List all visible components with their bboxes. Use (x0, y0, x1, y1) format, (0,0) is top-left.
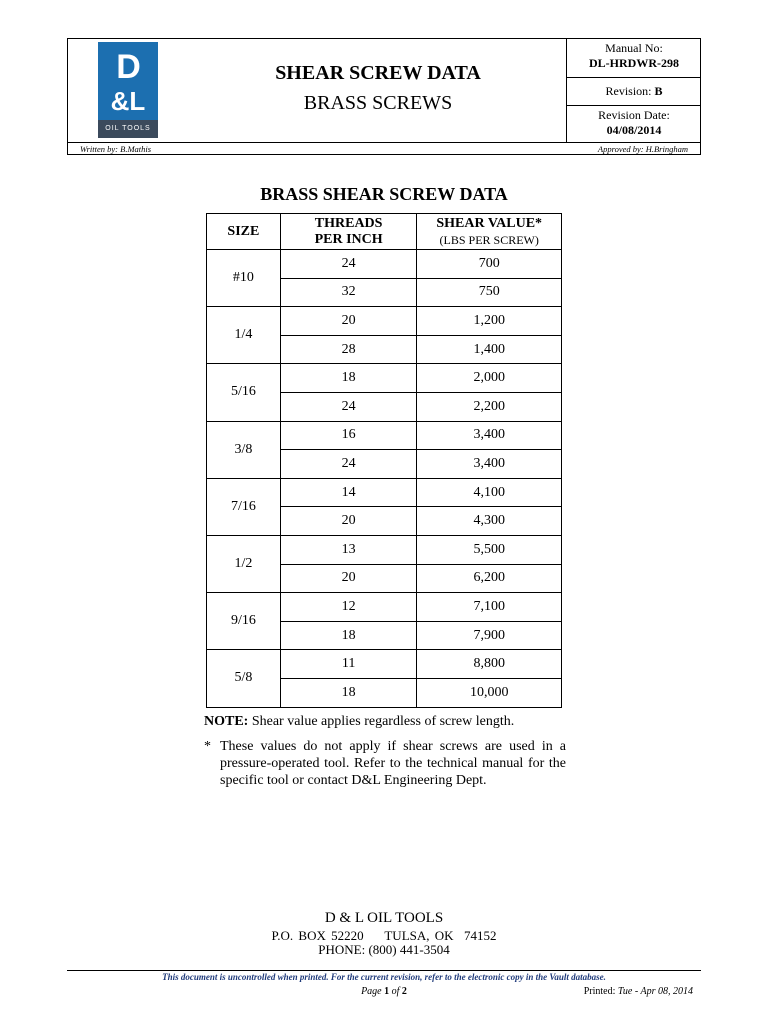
shear-value-cell: 3,400 (417, 421, 562, 450)
revision-value: B (654, 84, 663, 98)
threads-cell: 32 (280, 278, 417, 307)
revision-date-row (567, 105, 701, 142)
page-word: Page (361, 986, 382, 997)
shear-value-cell: 1,200 (417, 307, 562, 336)
size-cell: 1/4 (207, 307, 281, 364)
threads-cell: 28 (280, 335, 417, 364)
footnote (204, 738, 566, 789)
document-header (67, 38, 701, 155)
page-number: 1 (384, 986, 390, 997)
shear-value-cell: 4,300 (417, 507, 562, 536)
threads-cell: 11 (280, 650, 417, 679)
manual-no-row (567, 39, 701, 78)
size-cell: 5/8 (207, 650, 281, 707)
header-threads-line2: PER INCH (314, 231, 383, 247)
threads-cell: 13 (280, 535, 417, 564)
note (204, 714, 566, 730)
table-row (207, 650, 562, 679)
of-word: of (391, 986, 400, 997)
logo-tagline: OIL TOOLS (105, 125, 151, 132)
manual-no-label: Manual No: (605, 41, 663, 55)
shear-value-cell: 1,400 (417, 335, 562, 364)
header-shear-line1: SHEAR VALUE* (436, 215, 543, 231)
company-address: P.O. BOX 52220 TULSA, OK 74152 (271, 928, 497, 943)
revision-date-label: Revision Date: (598, 108, 670, 122)
size-cell: 9/16 (207, 593, 281, 650)
size-cell: 1/2 (207, 535, 281, 592)
threads-cell: 18 (280, 364, 417, 393)
threads-cell: 20 (280, 507, 417, 536)
footnote-mark: * (204, 739, 211, 754)
size-cell: 5/16 (207, 364, 281, 421)
shear-value-cell: 10,000 (417, 678, 562, 707)
size-cell: #10 (207, 250, 281, 307)
size-cell: 7/16 (207, 478, 281, 535)
header-shear (417, 214, 562, 250)
page-subtitle: BRASS SCREWS (303, 92, 453, 114)
header-signoff (68, 142, 700, 155)
shear-value-cell: 7,900 (417, 621, 562, 650)
threads-cell: 16 (280, 421, 417, 450)
logo-amp: &L (110, 86, 146, 116)
note-label: NOTE: (204, 714, 249, 729)
footer-divider (67, 970, 701, 971)
shear-value-cell: 4,100 (417, 478, 562, 507)
approved-by: Approved by: H.Bringham (597, 144, 688, 154)
printed-date: Tue - Apr 08, 2014 (617, 986, 693, 997)
table-row (207, 593, 562, 622)
table-body (207, 250, 562, 708)
logo-mark: D (116, 48, 140, 86)
header-meta (566, 39, 701, 142)
threads-cell: 18 (280, 678, 417, 707)
written-by: Written by: B.Mathis (80, 144, 152, 154)
table-header-row (207, 214, 562, 250)
shear-value-cell: 3,400 (417, 450, 562, 479)
shear-screw-table (206, 213, 562, 708)
threads-cell: 24 (280, 450, 417, 479)
logo-band (98, 120, 158, 138)
page-title: SHEAR SCREW DATA (275, 62, 481, 84)
shear-value-cell: 2,200 (417, 392, 562, 421)
revision-date-value: 04/08/2014 (606, 123, 662, 137)
footnote-text: These values do not apply if shear screws are used in a pressure-operated tool. Refer to the technical manual for the specific tool or contact D&L Engineering Dept. (220, 739, 566, 788)
section-title: BRASS SHEAR SCREW DATA (260, 184, 508, 204)
table-row (207, 250, 562, 279)
header-threads (280, 214, 417, 250)
threads-cell: 24 (280, 250, 417, 279)
table-row (207, 364, 562, 393)
table-row (207, 478, 562, 507)
page-total: 2 (401, 986, 407, 997)
printed-label: Printed: (583, 986, 616, 997)
company-logo (98, 42, 158, 138)
header-shear-line2: (LBS PER SCREW) (439, 232, 539, 247)
table-row (207, 421, 562, 450)
shear-value-cell: 750 (417, 278, 562, 307)
shear-value-cell: 8,800 (417, 650, 562, 679)
manual-no-value: DL-HRDWR-298 (589, 56, 679, 70)
threads-cell: 12 (280, 593, 417, 622)
company-name: D & L OIL TOOLS (324, 910, 444, 926)
size-cell: 3/8 (207, 421, 281, 478)
shear-value-cell: 7,100 (417, 593, 562, 622)
shear-value-cell: 6,200 (417, 564, 562, 593)
uncontrolled-notice: This document is uncontrolled when printed. For the current revision, refer to the electronic copy in the Vault database. (162, 972, 606, 982)
company-phone: PHONE: (800) 441-3504 (318, 942, 450, 957)
header-title-cell (190, 39, 566, 142)
threads-cell: 20 (280, 307, 417, 336)
threads-cell: 18 (280, 621, 417, 650)
shear-value-cell: 2,000 (417, 364, 562, 393)
shear-value-cell: 700 (417, 250, 562, 279)
header-size: SIZE (207, 214, 281, 250)
table-row (207, 535, 562, 564)
threads-cell: 20 (280, 564, 417, 593)
revision-label: Revision: (605, 84, 652, 98)
logo-cell (68, 39, 190, 142)
threads-cell: 14 (280, 478, 417, 507)
revision-row (567, 77, 701, 106)
header-threads-line1: THREADS (314, 215, 383, 231)
threads-cell: 24 (280, 392, 417, 421)
printed-stamp (584, 986, 693, 997)
shear-value-cell: 5,500 (417, 535, 562, 564)
note-text: Shear value applies regardless of screw length. (248, 714, 515, 729)
table-row (207, 307, 562, 336)
